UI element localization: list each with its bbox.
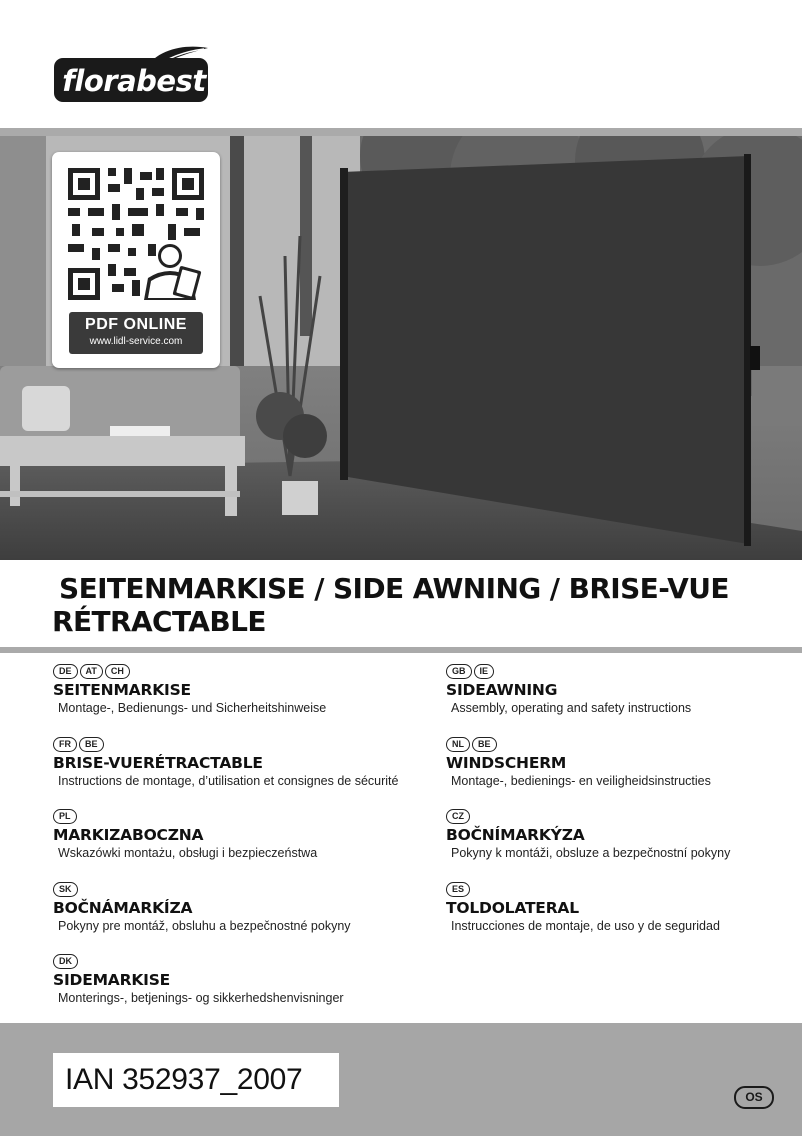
language-entry-dk [53, 954, 403, 1027]
pdf-online-url: www.lidl-service.com [89, 336, 183, 347]
country-code-badge: DE [53, 664, 78, 679]
country-code-badge: BE [79, 737, 104, 752]
country-codes [446, 882, 796, 899]
country-code-badge: AT [80, 664, 103, 679]
language-entry-pl [53, 809, 403, 882]
qr-code-card[interactable] [52, 152, 220, 368]
qr-code-icon [52, 152, 220, 307]
language-title: SEITENMARKISE [53, 681, 191, 699]
country-code-badge: GB [446, 664, 472, 679]
country-code-badge: BE [472, 737, 497, 752]
country-code-badge: CH [105, 664, 130, 679]
language-entry-fr [53, 737, 403, 810]
os-badge: OS [734, 1086, 774, 1109]
title-divider [0, 647, 802, 653]
language-description: Pokyny k montáži, obsluze a bezpečnostní pokyny [451, 846, 731, 860]
country-codes [53, 882, 403, 899]
language-entry-de [53, 664, 403, 737]
ian-box [53, 1053, 339, 1107]
footer-band [0, 1023, 802, 1136]
country-code-badge: IE [474, 664, 495, 679]
language-entry-sk [53, 882, 403, 955]
page-title [52, 572, 772, 638]
country-code-badge: FR [53, 737, 77, 752]
country-code-badge: CZ [446, 809, 470, 824]
country-code-badge: PL [53, 809, 77, 824]
country-code-badge: ES [446, 882, 470, 897]
language-title: WINDSCHERM [446, 753, 567, 772]
language-entry-nl [446, 737, 796, 810]
page-title-line-1: SEITENMARKISE / SIDE AWNING / BRISE-VUE [59, 572, 729, 605]
language-title: SIDEAWNING [446, 681, 558, 699]
country-codes [53, 809, 403, 826]
country-codes [53, 664, 403, 681]
language-title: BRISE-VUERÉTRACTABLE [53, 753, 263, 772]
country-codes [446, 809, 796, 826]
language-description: Assembly, operating and safety instructions [451, 701, 692, 715]
language-entry-es [446, 882, 796, 955]
language-title: BOČNÍMARKÝZA [446, 826, 585, 844]
ian-number: IAN 352937_2007 [65, 1063, 303, 1096]
brand-logo [54, 44, 210, 104]
language-description: Montage-, Bedienungs- und Sicherheitshinweise [58, 701, 327, 715]
country-codes [53, 954, 403, 971]
language-entry-gb [446, 664, 796, 737]
pdf-online-label [69, 312, 203, 354]
language-title: TOLDOLATERAL [446, 898, 579, 917]
language-title: MARKIZABOCZNA [53, 826, 204, 844]
language-description: Instrucciones de montaje, de uso y de seguridad [451, 918, 720, 933]
country-code-badge: DK [53, 954, 78, 969]
country-code-badge: SK [53, 882, 78, 897]
country-code-badge: NL [446, 737, 470, 752]
language-description: Instructions de montage, d’utilisation et consignes de sécurité [58, 773, 399, 788]
country-codes [53, 737, 403, 754]
language-list-right [446, 664, 796, 954]
brand-name: florabest [62, 64, 206, 98]
language-description: Monterings-, betjenings- og sikkerhedshenvisninger [58, 991, 344, 1005]
language-title: BOČNÁMARKÍZA [53, 898, 193, 917]
language-list-left [53, 664, 403, 1027]
language-title: SIDEMARKISE [53, 971, 171, 989]
language-description: Pokyny pre montáž, obsluhu a bezpečnostné pokyny [58, 918, 351, 933]
pdf-online-title: PDF ONLINE [85, 316, 187, 333]
page-title-line-2: RÉTRACTABLE [52, 605, 266, 638]
top-divider [0, 128, 802, 136]
language-description: Montage-, bedienings- en veiligheidsinstructies [451, 773, 711, 788]
language-entry-cz [446, 809, 796, 882]
country-codes [446, 664, 796, 681]
language-description: Wskazówki montażu, obsługi i bezpieczeństwa [58, 846, 318, 860]
country-codes [446, 737, 796, 754]
